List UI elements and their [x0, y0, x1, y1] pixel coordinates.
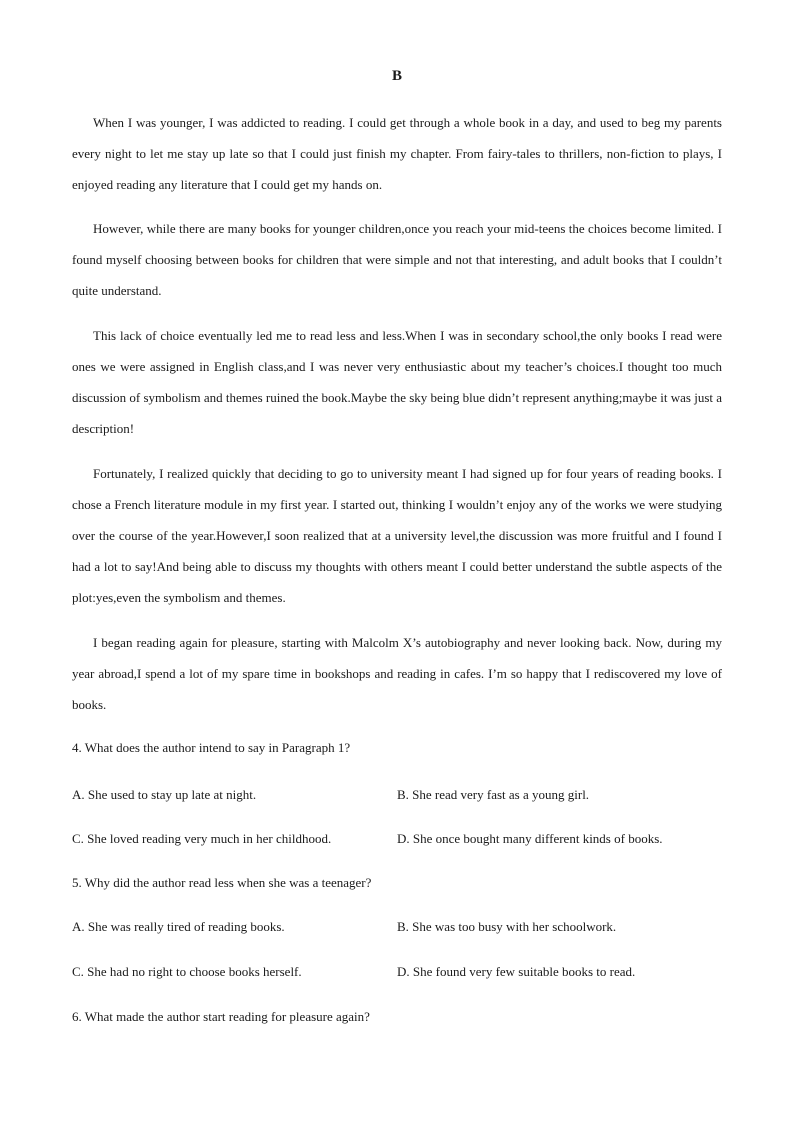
- question-6-stem: 6. What made the author start reading for pleasure again?: [72, 1009, 370, 1024]
- paragraph-1: When I was younger, I was addicted to reading. I could get through a whole book in a day, and used to beg my parents every night to let me stay up late so that I could just finish my chapter. From fairy-tales to thrillers, non-fiction to plays, I enjoyed reading any literature that I could get my hands on.: [72, 115, 722, 192]
- question-5-stem: 5. Why did the author read less when she was a teenager?: [72, 875, 372, 890]
- question-4-stem: 4. What does the author intend to say in Paragraph 1?: [72, 740, 351, 755]
- paragraph-2: However, while there are many books for younger children,once you reach your mid-teens the choices become limited. I found myself choosing between books for children that were simple and not that interesting, and adult books that I couldn’t quite understand.: [72, 221, 722, 298]
- question-4-option-b: B. She read very fast as a young girl.: [397, 787, 590, 802]
- paragraph-5: I began reading again for pleasure, starting with Malcolm X’s autobiography and never looking back. Now, during my year abroad,I spend a lot of my spare time in bookshops and reading in cafes. I’m so happy that I rediscovered my love of books.: [72, 635, 722, 712]
- paragraph-4: Fortunately, I realized quickly that deciding to go to university meant I had signed up for four years of reading books. I chose a French literature module in my first year. I started out, thinking I wouldn’t enjoy any of the works we were studying over the course of the year.However,I soon realized that at a university level,the discussion was more fruitful and I found I had a lot to say!And being able to discuss my thoughts with others meant I could better understand the subtle aspects of the plot:yes,even the symbolism and themes.: [72, 466, 722, 605]
- question-4-option-a: A. She used to stay up late at night.: [72, 787, 257, 802]
- question-5-option-b: B. She was too busy with her schoolwork.: [397, 919, 617, 934]
- question-4-option-d: D. She once bought many different kinds of books.: [397, 831, 663, 846]
- paragraph-3: This lack of choice eventually led me to read less and less.When I was in secondary school,the only books I read were ones we were assigned in English class,and I was never very enthusiastic about my teacher’s choices.I thought too much discussion of symbolism and themes ruined the book.Maybe the sky being blue didn’t represent anything;maybe it was just a description!: [72, 328, 723, 436]
- question-5-option-d: D. She found very few suitable books to read.: [397, 964, 636, 979]
- section-title: B: [391, 68, 402, 84]
- question-4-option-c: C. She loved reading very much in her childhood.: [72, 831, 332, 846]
- question-5-option-a: A. She was really tired of reading books.: [72, 919, 285, 934]
- question-5-option-c: C. She had no right to choose books herself.: [72, 964, 302, 979]
